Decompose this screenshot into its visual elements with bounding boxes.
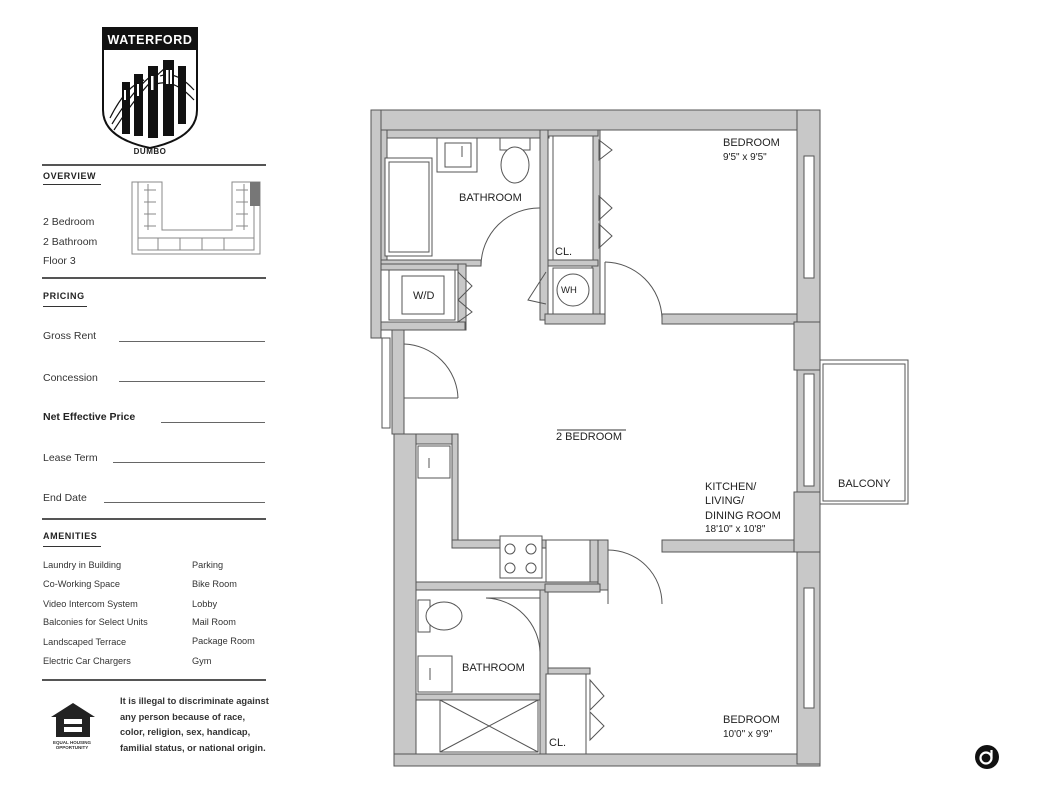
bedroom-top-size: 9'5" x 9'5" xyxy=(723,152,767,163)
gross-rent-label: Gross Rent xyxy=(43,330,97,342)
bathroom-bottom-label: BATHROOM xyxy=(462,662,525,674)
heading-underline xyxy=(43,306,87,307)
gross-rent-line xyxy=(119,341,265,342)
water-heater-label: WH xyxy=(561,285,577,296)
amenity-item: Video Intercom System xyxy=(43,599,138,609)
bedroom-bottom-size: 10'0" x 9'9" xyxy=(723,729,773,740)
lease-term-line xyxy=(113,462,265,463)
logo-subtitle: DUMBO xyxy=(133,147,167,156)
washer-dryer-label: W/D xyxy=(413,290,435,302)
net-effective-label: Net Effective Price xyxy=(43,411,136,423)
heading-underline xyxy=(43,546,101,547)
bathroom-count: 2 Bathroom xyxy=(43,236,98,248)
equal-housing-icon xyxy=(50,702,96,738)
divider xyxy=(42,277,266,279)
fair-housing-notice: It is illegal to discriminate against any person because of race, color, religion, sex, handicap, familial status, or national origin. xyxy=(120,696,269,754)
kitchen-label-2: LIVING/ xyxy=(705,495,745,507)
amenity-item: Gym xyxy=(192,656,212,666)
bedroom-count: 2 Bedroom xyxy=(43,216,95,228)
unit-title: 2 BEDROOM xyxy=(556,431,623,443)
amenity-item: Landscaped Terrace xyxy=(43,637,127,647)
brand-badge-icon xyxy=(974,744,1000,770)
closet-top-label: CL. xyxy=(555,246,573,258)
amenity-item: Package Room xyxy=(192,636,255,646)
logo-text: WATERFORD xyxy=(107,33,193,47)
equal-housing-caption: EQUAL HOUSING OPPORTUNITY xyxy=(53,740,91,750)
balcony-label: BALCONY xyxy=(838,478,891,490)
waterford-logo xyxy=(100,26,200,158)
divider xyxy=(42,164,266,166)
concession-label: Concession xyxy=(43,372,98,384)
amenities-heading: AMENITIES xyxy=(43,531,98,541)
concession-line xyxy=(119,381,265,382)
end-date-line xyxy=(104,502,265,503)
floor-number: Floor 3 xyxy=(43,255,76,267)
bedroom-top-label: BEDROOM xyxy=(723,137,780,149)
kitchen-size: 18'10" x 10'8" xyxy=(705,524,766,535)
pricing-heading: PRICING xyxy=(43,291,85,301)
bedroom-bottom-label: BEDROOM xyxy=(723,714,780,726)
amenity-item: Bike Room xyxy=(192,579,237,589)
amenity-item: Mail Room xyxy=(192,617,236,627)
end-date-label: End Date xyxy=(43,492,87,504)
amenity-item: Lobby xyxy=(192,599,218,609)
amenity-item: Electric Car Chargers xyxy=(43,656,131,666)
net-effective-line xyxy=(161,422,265,423)
kitchen-label-1: KITCHEN/ xyxy=(705,481,757,493)
amenity-item: Laundry in Building xyxy=(43,560,122,570)
amenity-item: Balconies for Select Units xyxy=(43,617,148,627)
key-plan-thumbnail xyxy=(128,180,266,258)
bathroom-top-label: BATHROOM xyxy=(459,192,522,204)
amenity-item: Co-Working Space xyxy=(43,579,120,589)
heading-underline xyxy=(43,184,101,185)
divider xyxy=(42,518,266,520)
overview-heading: OVERVIEW xyxy=(43,171,97,181)
divider xyxy=(42,679,266,681)
floor-plan xyxy=(360,100,920,770)
closet-bottom-label: CL. xyxy=(549,737,567,749)
lease-term-label: Lease Term xyxy=(43,452,98,464)
amenity-item: Parking xyxy=(192,560,224,570)
kitchen-label-3: DINING ROOM xyxy=(705,510,781,522)
